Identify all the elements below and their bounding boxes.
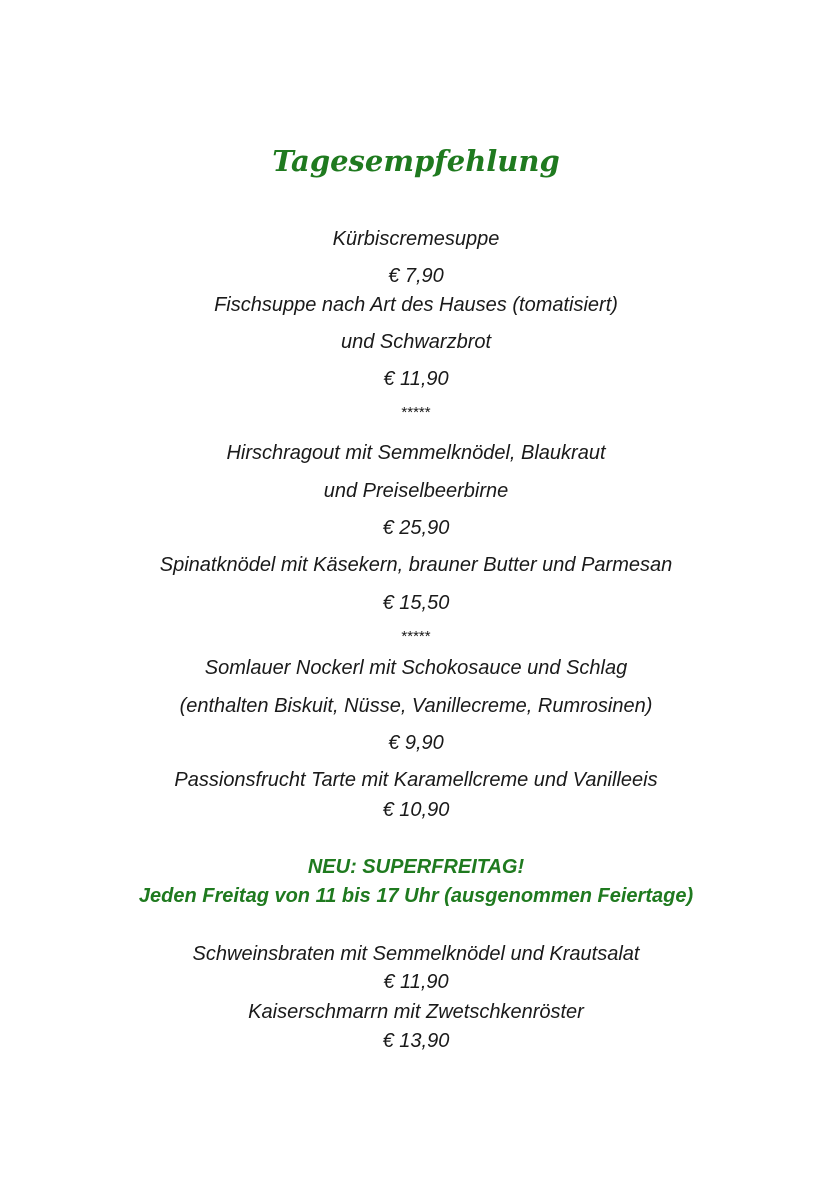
soup2-price: € 11,90 <box>383 368 449 390</box>
dessert2-name: Passionsfrucht Tarte mit Karamellcreme und Vanilleeis <box>174 769 658 791</box>
dessert1-name-line2: (enthalten Biskuit, Nüsse, Vanillecreme, Rumrosinen) <box>179 695 653 717</box>
main2-name: Spinatknödel mit Käsekern, brauner Butter und Parmesan <box>159 554 673 576</box>
main1-price: € 25,90 <box>382 517 450 539</box>
promo-subline: Jeden Freitag von 11 bis 17 Uhr (ausgenommen Feiertage) <box>138 885 694 907</box>
dessert1-price: € 9,90 <box>388 732 444 754</box>
friday-item1-price: € 11,90 <box>383 971 449 993</box>
soup1-price: € 7,90 <box>388 265 444 287</box>
friday-item2-name: Kaiserschmarrn mit Zwetschkenröster <box>248 1001 584 1023</box>
page-title: Tagesempfehlung <box>272 144 560 178</box>
dessert1-name-line1: Somlauer Nockerl mit Schokosauce und Schlag <box>204 657 628 679</box>
main1-name-line1: Hirschragout mit Semmelknödel, Blaukraut <box>226 442 606 464</box>
main2-price: € 15,50 <box>382 592 450 614</box>
separator-2: ***** <box>401 628 431 645</box>
friday-item2-price: € 13,90 <box>382 1030 450 1052</box>
soup1-name: Kürbiscremesuppe <box>332 228 500 250</box>
soup2-name-line1: Fischsuppe nach Art des Hauses (tomatisiert) <box>214 294 618 316</box>
dessert2-price: € 10,90 <box>382 799 450 821</box>
separator-1: ***** <box>401 404 431 421</box>
friday-item1-name: Schweinsbraten mit Semmelknödel und Krautsalat <box>192 943 640 965</box>
promo-headline: NEU: SUPERFREITAG! <box>307 856 525 878</box>
soup2-name-line2: und Schwarzbrot <box>340 331 492 353</box>
main1-name-line2: und Preiselbeerbirne <box>323 480 509 502</box>
